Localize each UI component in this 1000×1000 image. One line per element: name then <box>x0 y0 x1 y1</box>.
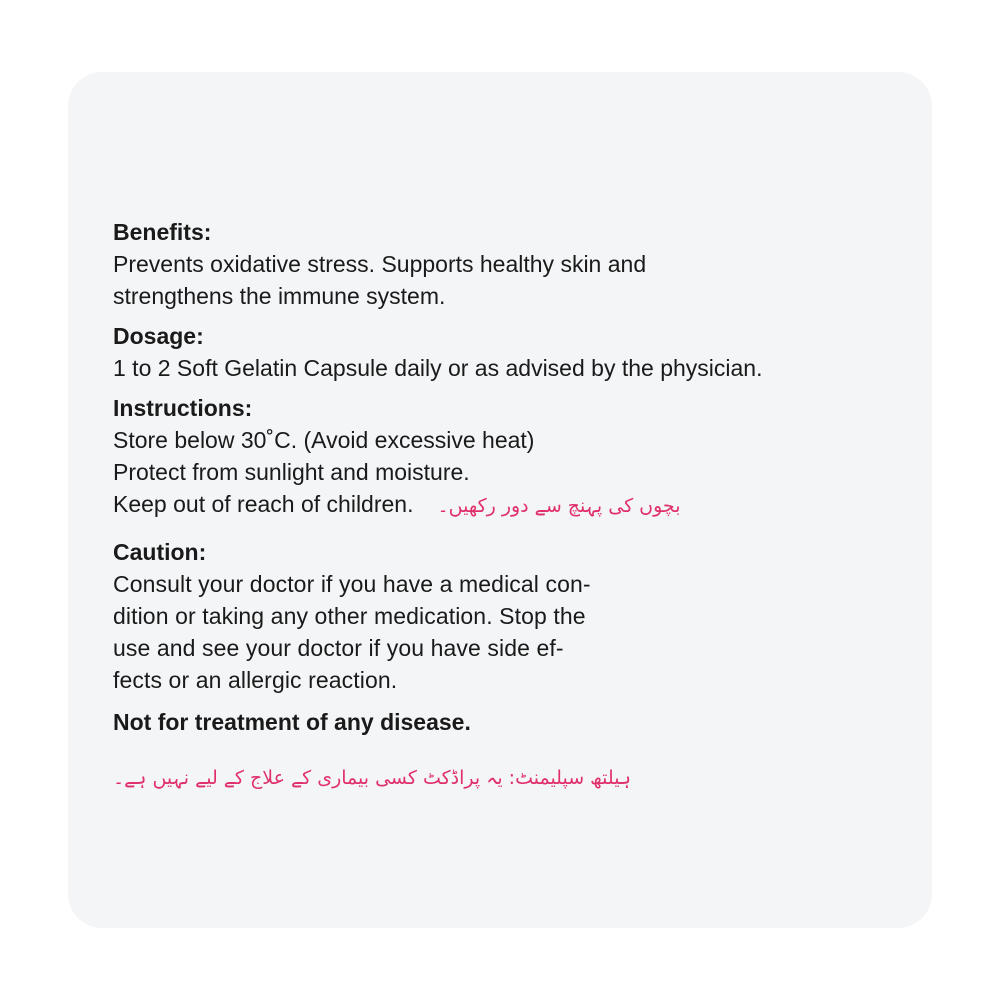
instructions-heading: Instructions: <box>113 395 253 421</box>
instructions-line: Protect from sunlight and moisture. <box>113 459 470 485</box>
caution-line: dition or taking any other medication. Stop the <box>113 603 586 629</box>
instructions-line: Store below 30˚C. (Avoid excessive heat) <box>113 427 535 453</box>
urdu-disclaimer: ہیلتھ سپلیمنٹ: یہ پراڈکٹ کسی بیماری کے علاج کے لیے نہیں ہے۔ <box>113 767 632 789</box>
instructions-line <box>113 488 873 522</box>
caution-line: fects or an allergic reaction. <box>113 667 398 693</box>
dosage-heading: Dosage: <box>113 323 204 349</box>
benefits-line: strengthens the immune system. <box>113 283 446 309</box>
instructions-section <box>113 392 873 522</box>
benefits-heading: Benefits: <box>113 219 212 245</box>
caution-line: use and see your doctor if you have side ef- <box>113 635 564 661</box>
benefits-line: Prevents oxidative stress. Supports healthy skin and <box>113 251 647 277</box>
disclaimer-heading: Not for treatment of any disease. <box>113 709 471 735</box>
dosage-line: 1 to 2 Soft Gelatin Capsule daily or as advised by the physician. <box>113 355 763 381</box>
urdu-children-warning: بچوں کی پہنچ سے دور رکھیں۔ <box>437 495 681 517</box>
dosage-section <box>113 320 873 384</box>
caution-heading: Caution: <box>113 539 207 565</box>
instructions-children-line: Keep out of reach of children. <box>113 491 414 517</box>
benefits-section <box>113 216 873 312</box>
caution-section <box>113 536 873 696</box>
label-content <box>113 216 873 795</box>
caution-line: Consult your doctor if you have a medical con- <box>113 571 591 597</box>
